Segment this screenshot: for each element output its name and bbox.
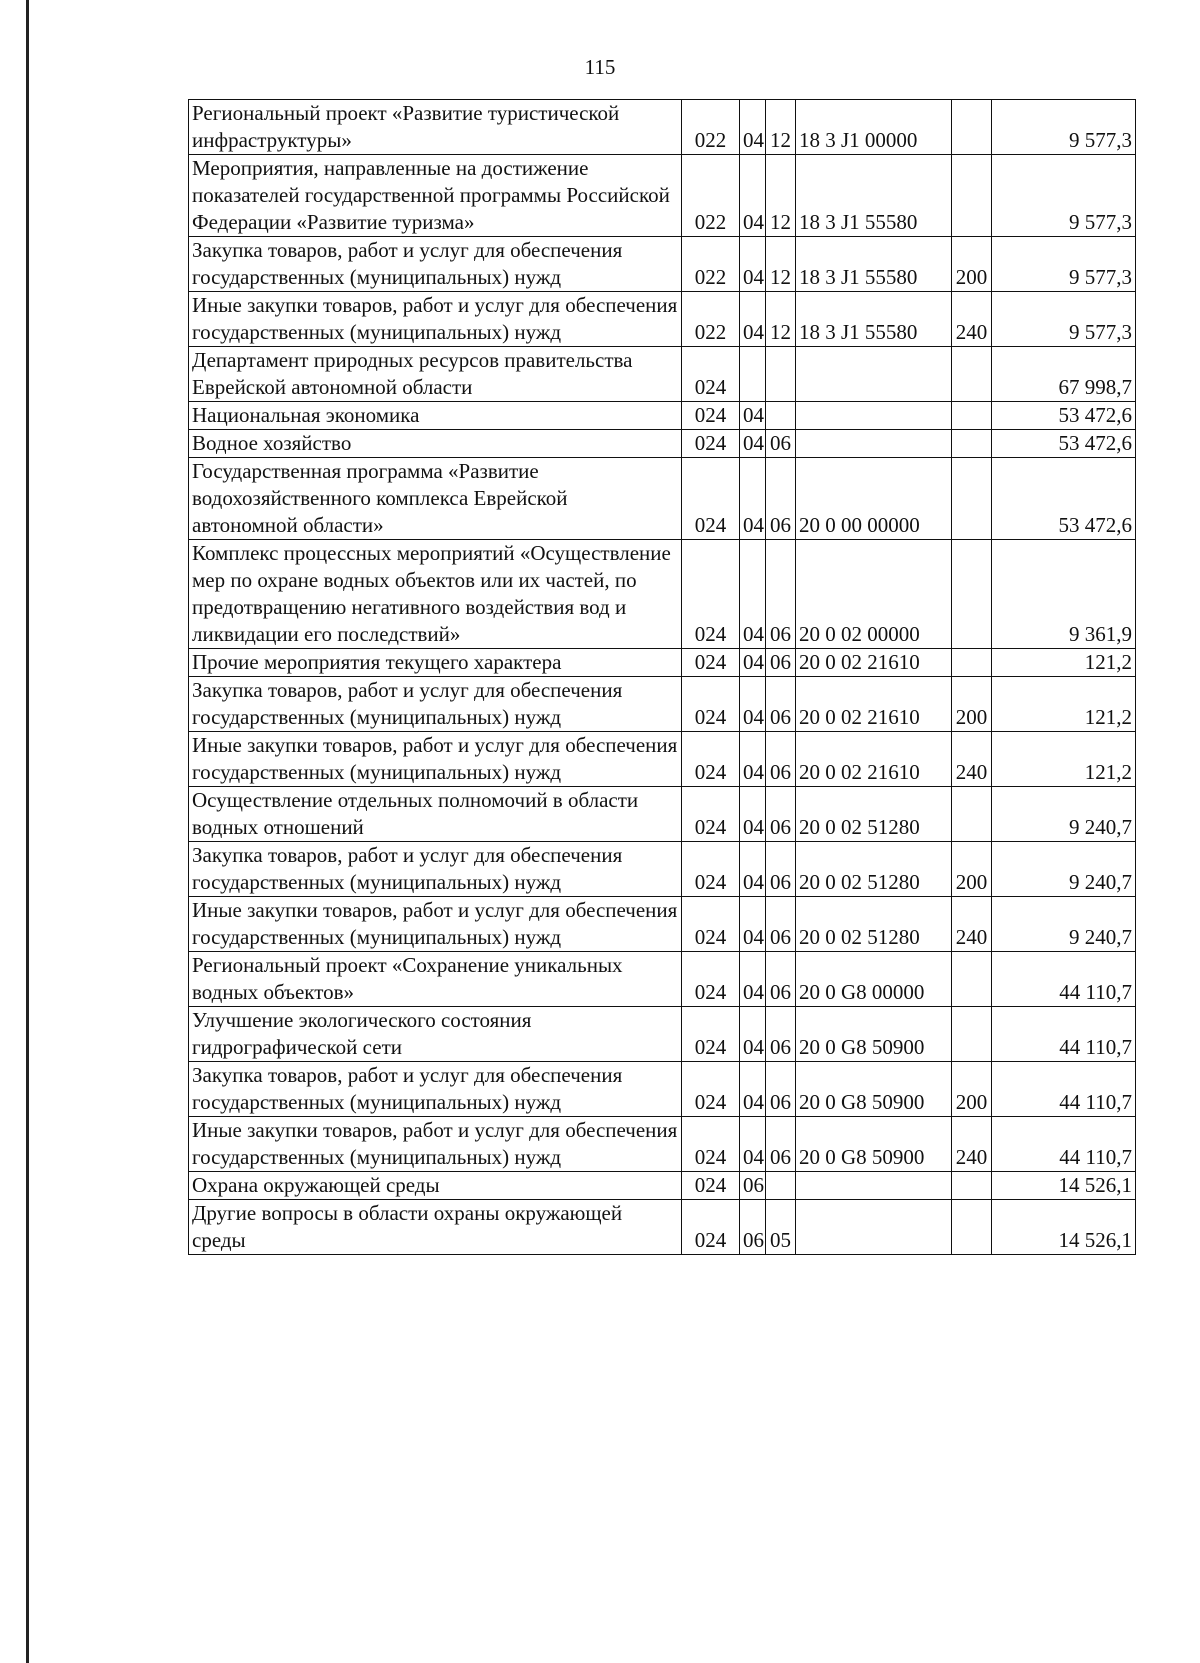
budget-table: [188, 99, 1136, 1255]
department-code-cell: 024: [682, 1007, 740, 1062]
page-number: 115: [584, 55, 616, 79]
section-code-cell: 04: [740, 649, 766, 677]
expense-name-cell: Закупка товаров, работ и услуг для обеспечения государственных (муниципальных) нужд: [189, 1062, 682, 1117]
department-code-cell: 024: [682, 1062, 740, 1117]
subsection-code-cell: [766, 402, 796, 430]
amount-cell: 9 240,7: [992, 897, 1136, 952]
section-code-cell: 04: [740, 430, 766, 458]
expense-name-cell: Охрана окружающей среды: [189, 1172, 682, 1200]
expense-type-code-cell: [952, 540, 992, 649]
target-article-code-cell: 20 0 02 51280: [796, 842, 952, 897]
target-article-code-cell: 20 0 02 00000: [796, 540, 952, 649]
expense-name-cell: Региональный проект «Развитие туристической инфраструктуры»: [189, 100, 682, 155]
amount-cell: 67 998,7: [992, 347, 1136, 402]
target-article-code-cell: 20 0 02 21610: [796, 732, 952, 787]
expense-type-code-cell: [952, 787, 992, 842]
table-row: [189, 677, 1136, 732]
department-code-cell: 024: [682, 1200, 740, 1255]
section-code-cell: 04: [740, 842, 766, 897]
expense-type-code-cell: 240: [952, 897, 992, 952]
expense-type-code-cell: [952, 458, 992, 540]
table-row: [189, 1007, 1136, 1062]
subsection-code-cell: 06: [766, 1007, 796, 1062]
department-code-cell: 022: [682, 237, 740, 292]
subsection-code-cell: 06: [766, 458, 796, 540]
department-code-cell: 024: [682, 952, 740, 1007]
subsection-code-cell: 06: [766, 732, 796, 787]
expense-name-cell: Прочие мероприятия текущего характера: [189, 649, 682, 677]
subsection-code-cell: 06: [766, 1117, 796, 1172]
table-row: [189, 458, 1136, 540]
section-code-cell: 04: [740, 1007, 766, 1062]
section-code-cell: 06: [740, 1172, 766, 1200]
target-article-code-cell: [796, 1200, 952, 1255]
target-article-code-cell: [796, 430, 952, 458]
table-row: [189, 100, 1136, 155]
expense-name-cell: Иные закупки товаров, работ и услуг для обеспечения государственных (муниципальных) нужд: [189, 897, 682, 952]
department-code-cell: 024: [682, 649, 740, 677]
subsection-code-cell: 05: [766, 1200, 796, 1255]
expense-name-cell: Департамент природных ресурсов правительства Еврейской автономной области: [189, 347, 682, 402]
expense-type-code-cell: [952, 952, 992, 1007]
amount-cell: 121,2: [992, 732, 1136, 787]
section-code-cell: 06: [740, 1200, 766, 1255]
department-code-cell: 024: [682, 787, 740, 842]
subsection-code-cell: 06: [766, 842, 796, 897]
expense-type-code-cell: 200: [952, 1062, 992, 1117]
section-code-cell: 04: [740, 100, 766, 155]
target-article-code-cell: [796, 1172, 952, 1200]
subsection-code-cell: 06: [766, 540, 796, 649]
amount-cell: 9 577,3: [992, 292, 1136, 347]
amount-cell: 14 526,1: [992, 1200, 1136, 1255]
section-code-cell: 04: [740, 732, 766, 787]
department-code-cell: 024: [682, 347, 740, 402]
subsection-code-cell: [766, 1172, 796, 1200]
expense-type-code-cell: 200: [952, 842, 992, 897]
expense-type-code-cell: [952, 1200, 992, 1255]
department-code-cell: 024: [682, 402, 740, 430]
section-code-cell: [740, 347, 766, 402]
section-code-cell: 04: [740, 952, 766, 1007]
target-article-code-cell: 20 0 02 51280: [796, 787, 952, 842]
expense-name-cell: Региональный проект «Сохранение уникальных водных объектов»: [189, 952, 682, 1007]
expense-type-code-cell: 200: [952, 237, 992, 292]
target-article-code-cell: 18 3 J1 55580: [796, 237, 952, 292]
expense-name-cell: Улучшение экологического состояния гидрографической сети: [189, 1007, 682, 1062]
amount-cell: 44 110,7: [992, 952, 1136, 1007]
subsection-code-cell: 06: [766, 787, 796, 842]
amount-cell: 9 577,3: [992, 100, 1136, 155]
table-row: [189, 402, 1136, 430]
expense-type-code-cell: [952, 100, 992, 155]
expense-type-code-cell: [952, 402, 992, 430]
amount-cell: 44 110,7: [992, 1062, 1136, 1117]
table-row: [189, 897, 1136, 952]
section-code-cell: 04: [740, 155, 766, 237]
table-row: [189, 1200, 1136, 1255]
expense-type-code-cell: 240: [952, 1117, 992, 1172]
amount-cell: 9 361,9: [992, 540, 1136, 649]
table-row: [189, 649, 1136, 677]
section-code-cell: 04: [740, 787, 766, 842]
section-code-cell: 04: [740, 237, 766, 292]
department-code-cell: 024: [682, 458, 740, 540]
expense-type-code-cell: [952, 1172, 992, 1200]
expense-type-code-cell: [952, 649, 992, 677]
department-code-cell: 022: [682, 100, 740, 155]
section-code-cell: 04: [740, 540, 766, 649]
target-article-code-cell: 20 0 G8 00000: [796, 952, 952, 1007]
expense-name-cell: Закупка товаров, работ и услуг для обеспечения государственных (муниципальных) нужд: [189, 677, 682, 732]
target-article-code-cell: [796, 402, 952, 430]
expense-name-cell: Иные закупки товаров, работ и услуг для обеспечения государственных (муниципальных) нужд: [189, 1117, 682, 1172]
subsection-code-cell: 06: [766, 1062, 796, 1117]
amount-cell: 9 240,7: [992, 787, 1136, 842]
expense-name-cell: Закупка товаров, работ и услуг для обеспечения государственных (муниципальных) нужд: [189, 842, 682, 897]
subsection-code-cell: 12: [766, 237, 796, 292]
department-code-cell: 022: [682, 292, 740, 347]
amount-cell: 121,2: [992, 649, 1136, 677]
expense-name-cell: Закупка товаров, работ и услуг для обеспечения государственных (муниципальных) нужд: [189, 237, 682, 292]
subsection-code-cell: 12: [766, 155, 796, 237]
expense-type-code-cell: 200: [952, 677, 992, 732]
subsection-code-cell: 06: [766, 649, 796, 677]
subsection-code-cell: 06: [766, 952, 796, 1007]
target-article-code-cell: 20 0 G8 50900: [796, 1117, 952, 1172]
expense-name-cell: Комплекс процессных мероприятий «Осуществление мер по охране водных объектов или их частей, по предотвращению негативного воздействия вод и ликвидации его последствий»: [189, 540, 682, 649]
expense-name-cell: Осуществление отдельных полномочий в области водных отношений: [189, 787, 682, 842]
amount-cell: 9 240,7: [992, 842, 1136, 897]
expense-name-cell: Государственная программа «Развитие водохозяйственного комплекса Еврейской автономной области»: [189, 458, 682, 540]
department-code-cell: 024: [682, 540, 740, 649]
department-code-cell: 024: [682, 1117, 740, 1172]
table-row: [189, 237, 1136, 292]
target-article-code-cell: 20 0 02 21610: [796, 677, 952, 732]
subsection-code-cell: [766, 347, 796, 402]
table-row: [189, 787, 1136, 842]
expense-name-cell: Водное хозяйство: [189, 430, 682, 458]
target-article-code-cell: 18 3 J1 00000: [796, 100, 952, 155]
expense-type-code-cell: [952, 347, 992, 402]
expense-name-cell: Иные закупки товаров, работ и услуг для обеспечения государственных (муниципальных) нужд: [189, 732, 682, 787]
expense-type-code-cell: 240: [952, 292, 992, 347]
amount-cell: 53 472,6: [992, 430, 1136, 458]
department-code-cell: 024: [682, 842, 740, 897]
department-code-cell: 024: [682, 1172, 740, 1200]
expense-type-code-cell: [952, 155, 992, 237]
department-code-cell: 024: [682, 430, 740, 458]
expense-name-cell: Иные закупки товаров, работ и услуг для обеспечения государственных (муниципальных) нужд: [189, 292, 682, 347]
section-code-cell: 04: [740, 897, 766, 952]
table-row: [189, 1172, 1136, 1200]
target-article-code-cell: [796, 347, 952, 402]
amount-cell: 53 472,6: [992, 402, 1136, 430]
table-row: [189, 1062, 1136, 1117]
section-code-cell: 04: [740, 677, 766, 732]
amount-cell: 9 577,3: [992, 155, 1136, 237]
department-code-cell: 024: [682, 677, 740, 732]
table-row: [189, 430, 1136, 458]
target-article-code-cell: 20 0 G8 50900: [796, 1007, 952, 1062]
table-row: [189, 1117, 1136, 1172]
expense-type-code-cell: 240: [952, 732, 992, 787]
expense-type-code-cell: [952, 430, 992, 458]
amount-cell: 14 526,1: [992, 1172, 1136, 1200]
table-row: [189, 732, 1136, 787]
section-code-cell: 04: [740, 292, 766, 347]
amount-cell: 9 577,3: [992, 237, 1136, 292]
table-row: [189, 540, 1136, 649]
amount-cell: 121,2: [992, 677, 1136, 732]
table-row: [189, 155, 1136, 237]
binding-edge-line: [26, 0, 29, 1663]
section-code-cell: 04: [740, 402, 766, 430]
budget-table-body: [189, 100, 1136, 1255]
subsection-code-cell: 12: [766, 292, 796, 347]
department-code-cell: 022: [682, 155, 740, 237]
section-code-cell: 04: [740, 1062, 766, 1117]
subsection-code-cell: 12: [766, 100, 796, 155]
target-article-code-cell: 18 3 J1 55580: [796, 292, 952, 347]
section-code-cell: 04: [740, 1117, 766, 1172]
expense-name-cell: Мероприятия, направленные на достижение показателей государственной программы Российской Федерации «Развитие туризма»: [189, 155, 682, 237]
target-article-code-cell: 20 0 02 21610: [796, 649, 952, 677]
table-row: [189, 292, 1136, 347]
table-row: [189, 842, 1136, 897]
table-row: [189, 347, 1136, 402]
amount-cell: 44 110,7: [992, 1117, 1136, 1172]
section-code-cell: 04: [740, 458, 766, 540]
table-row: [189, 952, 1136, 1007]
target-article-code-cell: 20 0 00 00000: [796, 458, 952, 540]
expense-name-cell: Другие вопросы в области охраны окружающей среды: [189, 1200, 682, 1255]
expense-type-code-cell: [952, 1007, 992, 1062]
expense-name-cell: Национальная экономика: [189, 402, 682, 430]
subsection-code-cell: 06: [766, 430, 796, 458]
subsection-code-cell: 06: [766, 897, 796, 952]
target-article-code-cell: 20 0 G8 50900: [796, 1062, 952, 1117]
department-code-cell: 024: [682, 732, 740, 787]
target-article-code-cell: 18 3 J1 55580: [796, 155, 952, 237]
target-article-code-cell: 20 0 02 51280: [796, 897, 952, 952]
amount-cell: 53 472,6: [992, 458, 1136, 540]
amount-cell: 44 110,7: [992, 1007, 1136, 1062]
subsection-code-cell: 06: [766, 677, 796, 732]
department-code-cell: 024: [682, 897, 740, 952]
